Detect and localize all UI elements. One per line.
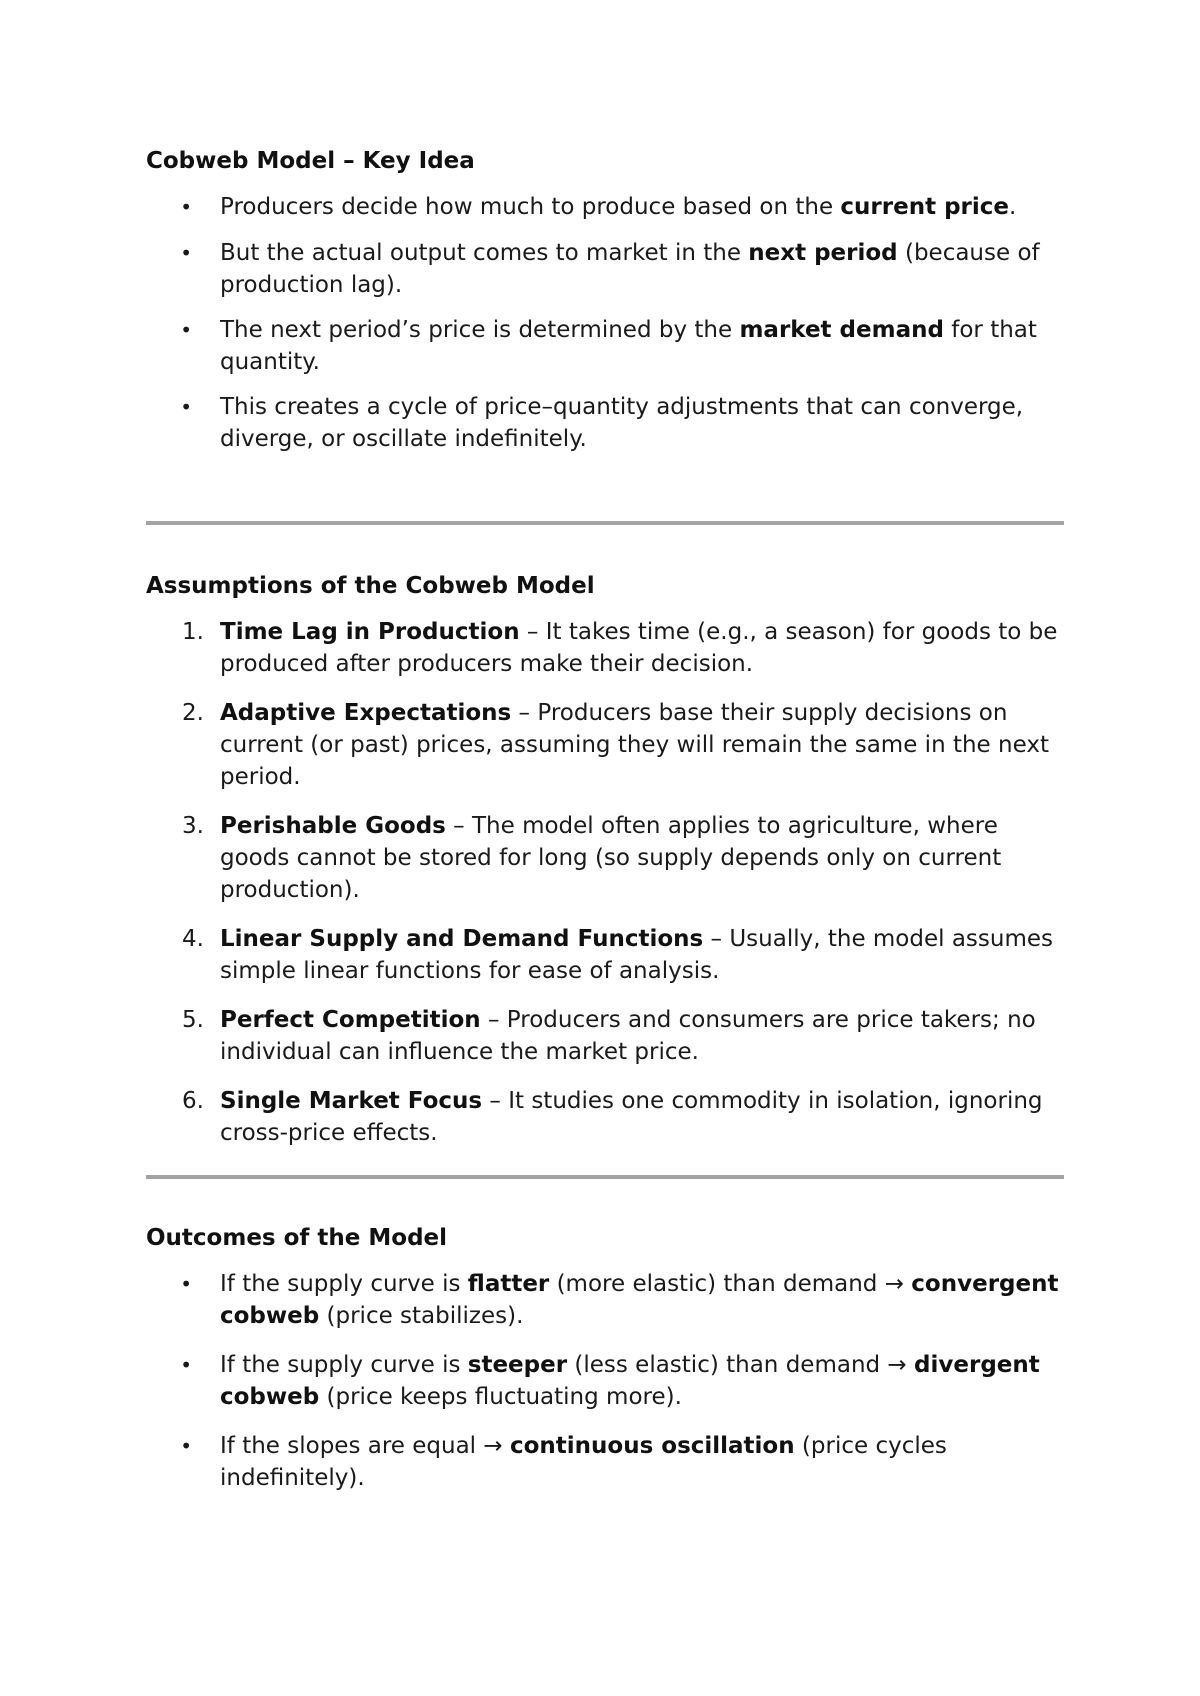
assumptions-section [146, 570, 1066, 1149]
list-item: 6. Single Market Focus – It studies one commodity in isolation, ignoring cross-price effects. [146, 1085, 1066, 1149]
bullet-icon: • [180, 1353, 192, 1377]
bullet-icon: • [180, 241, 192, 265]
assumptions-heading: Assumptions of the Cobweb Model [146, 573, 595, 599]
list-item: • If the supply curve is steeper (less elastic) than demand → divergent cobweb (price keeps fluctuating more). [146, 1349, 1066, 1413]
outcomes-section [146, 1222, 1066, 1494]
list-item: • If the supply curve is flatter (more elastic) than demand → convergent cobweb (price stabilizes). [146, 1268, 1066, 1332]
bullet-icon: • [180, 195, 192, 219]
list-number: 5. [182, 1007, 204, 1033]
key-idea-section [146, 145, 1066, 455]
bullet-icon: • [180, 1272, 192, 1296]
key-idea-list [146, 191, 1066, 455]
list-item: • But the actual output comes to market in the next period (because of production lag). [146, 237, 1066, 301]
list-number: 6. [182, 1088, 204, 1114]
list-number: 1. [182, 619, 204, 645]
list-item: 2. Adaptive Expectations – Producers base their supply decisions on current (or past) prices, assuming they will remain the same in the next period. [146, 697, 1066, 793]
bullet-icon: • [180, 1434, 192, 1458]
list-item: 3. Perishable Goods – The model often applies to agriculture, where goods cannot be stored for long (so supply depends only on current production). [146, 810, 1066, 906]
outcomes-list [146, 1268, 1066, 1494]
list-item: 1. Time Lag in Production – It takes time (e.g., a season) for goods to be produced after producers make their decision. [146, 616, 1066, 680]
section-divider [146, 1175, 1064, 1179]
list-item: • Producers decide how much to produce based on the current price. [146, 191, 1066, 223]
outcomes-heading: Outcomes of the Model [146, 1225, 448, 1251]
list-item: • This creates a cycle of price–quantity adjustments that can converge, diverge, or oscillate indefinitely. [146, 391, 1066, 455]
key-idea-heading: Cobweb Model – Key Idea [146, 148, 475, 174]
list-number: 2. [182, 700, 204, 726]
list-number: 3. [182, 813, 204, 839]
list-item: • The next period’s price is determined by the market demand for that quantity. [146, 314, 1066, 378]
list-item: • If the slopes are equal → continuous oscillation (price cycles indefinitely). [146, 1430, 1066, 1494]
list-item: 5. Perfect Competition – Producers and consumers are price takers; no individual can influence the market price. [146, 1004, 1066, 1068]
section-divider [146, 521, 1064, 525]
list-item: 4. Linear Supply and Demand Functions – Usually, the model assumes simple linear functions for ease of analysis. [146, 923, 1066, 987]
bullet-icon: • [180, 395, 192, 419]
assumptions-list [146, 616, 1066, 1149]
bullet-icon: • [180, 318, 192, 342]
list-number: 4. [182, 926, 204, 952]
